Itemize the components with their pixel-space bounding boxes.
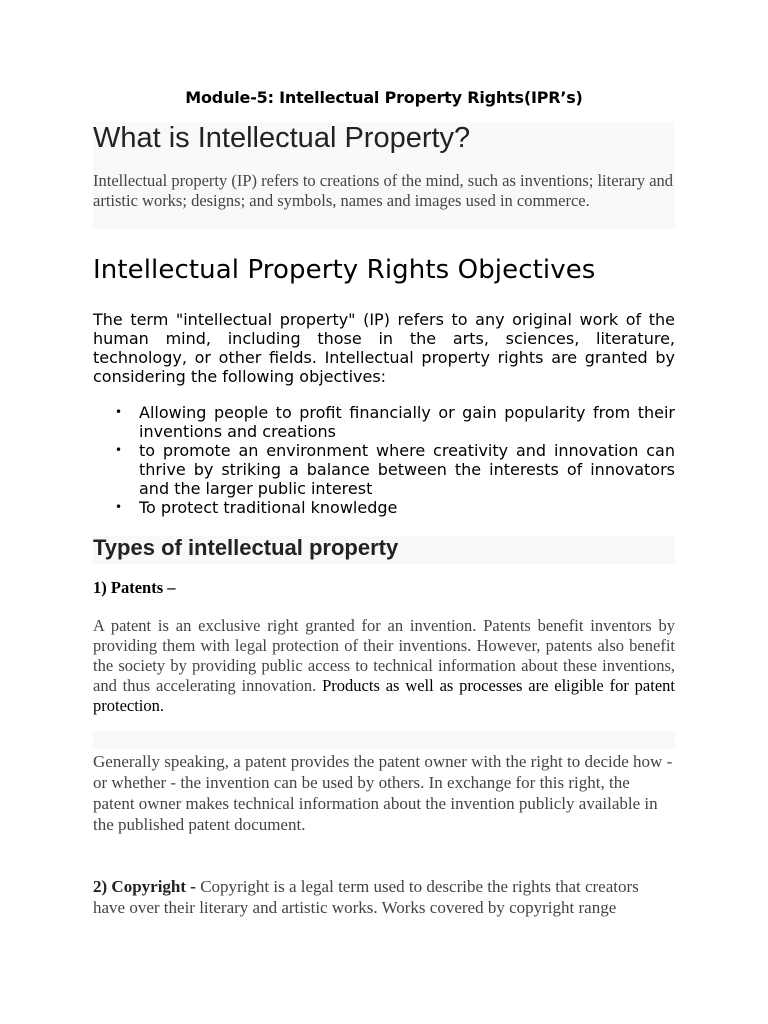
patents-heading: 1) Patents – [93,578,176,597]
list-item-text: Allowing people to profit financially or gain popularity from their inventions and creations [139,403,675,441]
objectives-list [93,403,675,517]
list-item-text: to promote an environment where creativity and innovation can thrive by striking a balance between the interests of innovators and the larger public interest [139,441,675,498]
copyright-paragraph [93,876,675,918]
patents-shaded-strip [93,731,675,749]
list-item [93,403,675,441]
list-item [93,441,675,498]
what-is-ip-text: Intellectual property (IP) refers to creations of the mind, such as inventions; literary and artistic works; designs; and symbols, names and images used in commerce. [93,171,674,210]
what-is-ip-heading: What is Intellectual Property? [93,122,471,154]
patent-owner-paragraph: Generally speaking, a patent provides the patent owner with the right to decide how - or whether - the invention can be used by others. In exchange for this right, the patent owner makes technical information about the invention publicly available in the published patent document. [93,752,673,834]
bullet-icon: • [115,500,123,514]
objectives-heading: Intellectual Property Rights Objectives [93,255,596,285]
bullet-icon: • [115,443,123,457]
bullet-icon: • [115,405,123,419]
patents-paragraph [93,616,675,716]
objectives-intro: The term "intellectual property" (IP) refers to any original work of the human mind, including those in the arts, sciences, literature, technology, or other fields. Intellectual property rights are granted by considering the following objectives: [93,310,675,386]
types-heading: Types of intellectual property [93,535,399,560]
list-item-text: To protect traditional knowledge [139,498,398,517]
copyright-text: Copyright is a legal term used to describe the rights that creators have over their literary and artistic works. Works covered by copyright range [93,877,639,917]
patents-paragraph-main: A patent is an exclusive right granted for an invention. Patents benefit inventors by providing them with legal protection of their inventions. However, patents also benefit the society by providing public access to technical information about these inventions, and thus accelerating innovation. [93,616,675,695]
module-title: Module-5: Intellectual Property Rights(IPR’s) [185,88,583,107]
list-item [93,498,675,517]
copyright-heading: 2) Copyright - [93,877,201,896]
patents-paragraph-tail: Products as well as processes are eligible for patent protection. [93,676,675,715]
